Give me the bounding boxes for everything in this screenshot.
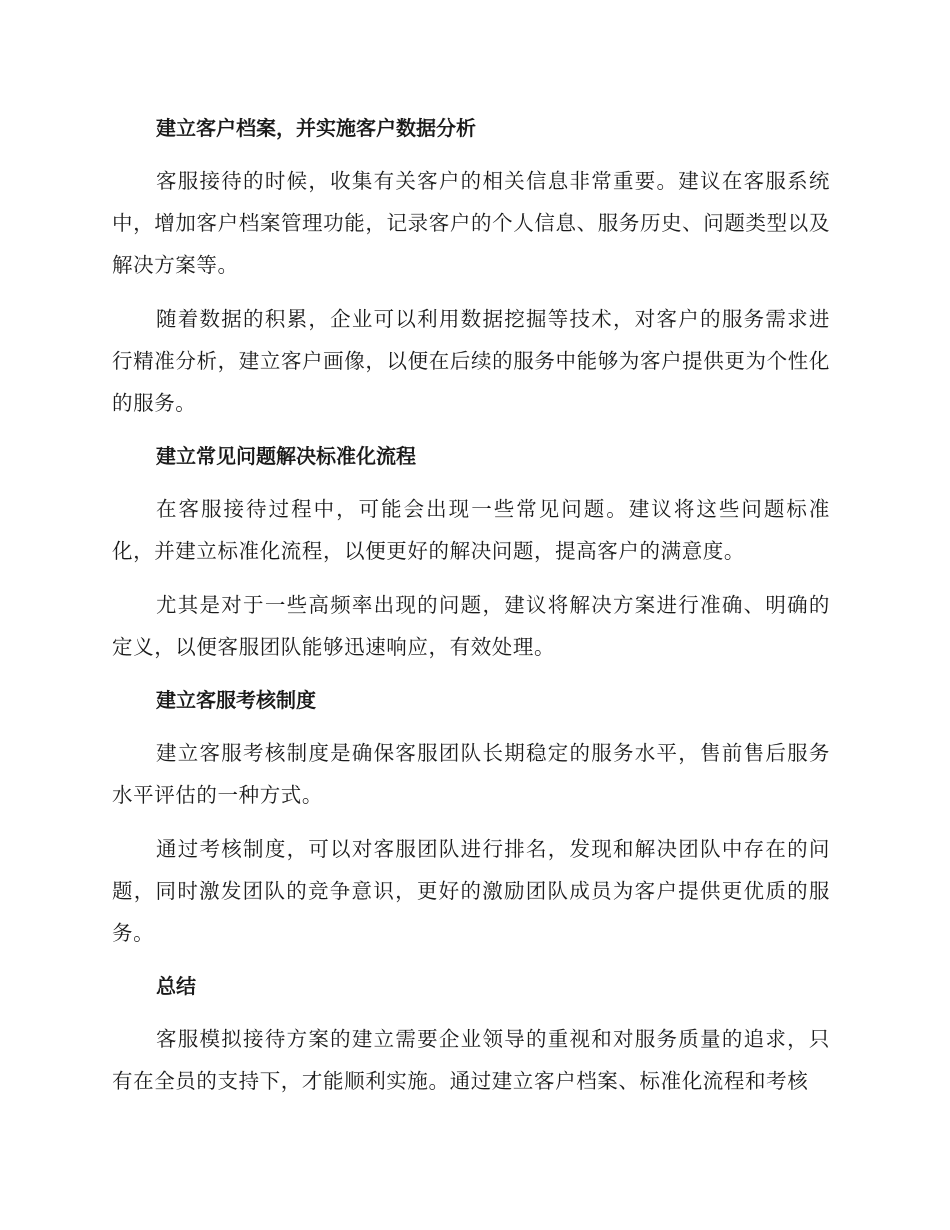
paragraph: 通过考核制度，可以对客服团队进行排名，发现和解决团队中存在的问题，同时激发团队的竞争意识，更好的激励团队成员为客户提供更优质的服务。 xyxy=(112,837,830,945)
section-title: 总结 xyxy=(156,974,196,998)
paragraph: 建立客服考核制度是确保客服团队长期稳定的服务水平，售前售后服务水平评估的一种方式。 xyxy=(112,741,830,807)
paragraph: 客服接待的时候，收集有关客户的相关信息非常重要。建议在客服系统中，增加客户档案管理功能，记录客户的个人信息、服务历史、问题类型以及解决方案等。 xyxy=(112,169,830,277)
section-title: 建立客户档案，并实施客户数据分析 xyxy=(156,116,476,140)
section-customer-profile xyxy=(112,108,830,424)
section-assessment-system xyxy=(112,680,830,954)
paragraph: 在客服接待过程中，可能会出现一些常见问题。建议将这些问题标准化，并建立标准化流程，以便更好的解决问题，提高客户的满意度。 xyxy=(112,497,830,563)
paragraph: 尤其是对于一些高频率出现的问题，建议将解决方案进行准确、明确的定义，以便客服团队能够迅速响应，有效处理。 xyxy=(112,593,830,659)
section-standard-process xyxy=(112,436,830,668)
section-title: 建立客服考核制度 xyxy=(156,688,316,712)
section-summary xyxy=(112,966,830,1102)
paragraph: 随着数据的积累，企业可以利用数据挖掘等技术，对客户的服务需求进行精准分析，建立客户画像，以便在后续的服务中能够为客户提供更为个性化的服务。 xyxy=(112,307,830,415)
document-page xyxy=(112,108,830,1114)
section-title: 建立常见问题解决标准化流程 xyxy=(156,444,416,468)
paragraph: 客服模拟接待方案的建立需要企业领导的重视和对服务质量的追求，只有在全员的支持下，才能顺利实施。通过建立客户档案、标准化流程和考核 xyxy=(112,1027,830,1093)
